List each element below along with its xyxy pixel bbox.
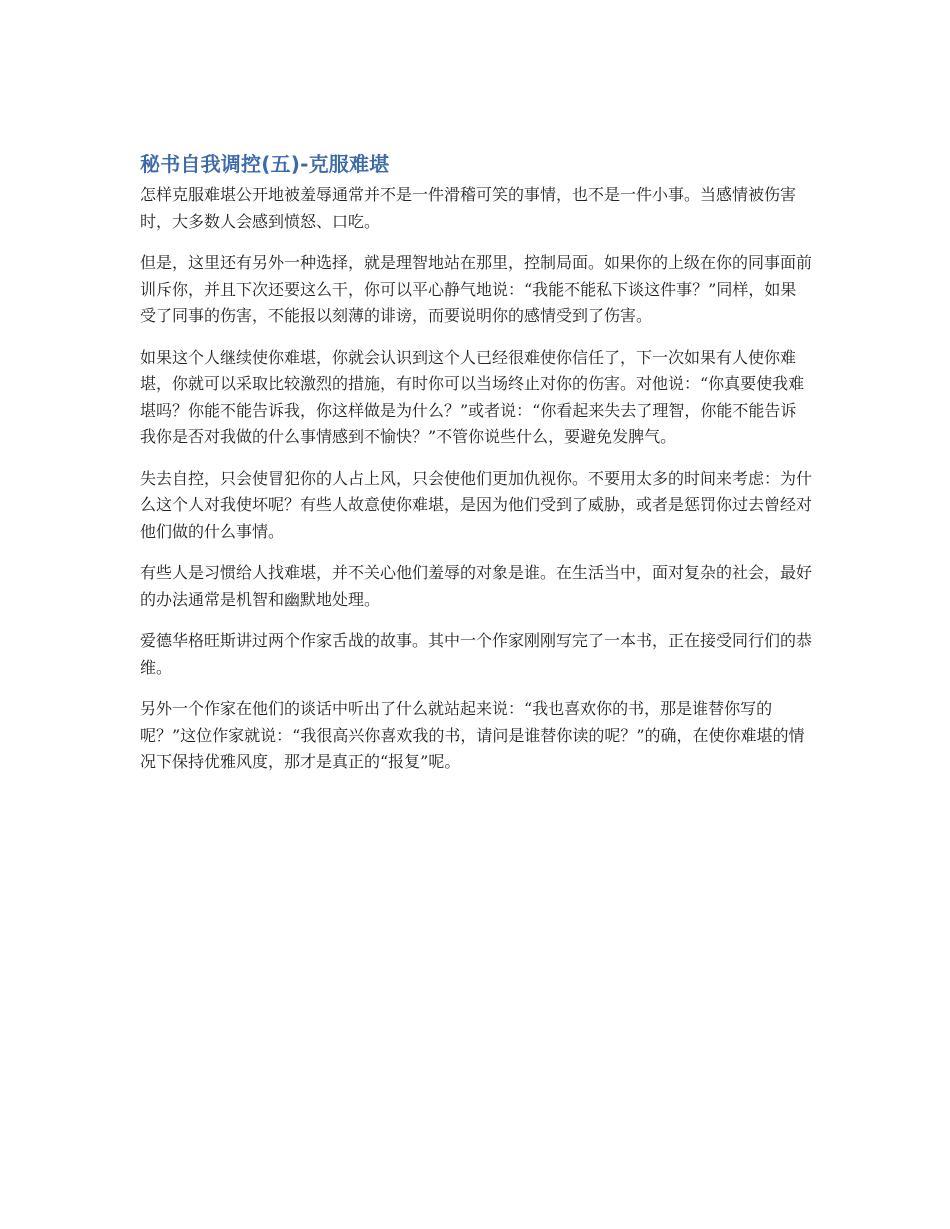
paragraph-7: 另外一个作家在他们的谈话中听出了什么就站起来说：“我也喜欢你的书，那是谁替你写的呢？”这位作家就说：“我很高兴你喜欢我的书，请问是谁替你读的呢？”的确，在使你难堪的情况下保持优雅风度，那才是真正的“报复”呢。	[140, 699, 805, 771]
paragraph-5: 有些人是习惯给人找难堪，并不关心他们羞辱的对象是谁。在生活当中，面对复杂的社会，最好的办法通常是机智和幽默地处理。	[140, 563, 813, 609]
paragraph-6: 爱德华格旺斯讲过两个作家舌战的故事。其中一个作家刚刚写完了一本书，正在接受同行们的恭维。	[140, 631, 813, 677]
paragraph-1: 怎样克服难堪公开地被羞辱通常并不是一件滑稽可笑的事情，也不是一件小事。当感情被伤害时，大多数人会感到愤怒、口吃。	[140, 185, 797, 231]
document-page	[140, 150, 812, 791]
paragraph-3: 如果这个人继续使你难堪，你就会认识到这个人已经很难使你信任了，下一次如果有人使你难堪，你就可以采取比较激烈的措施，有时你可以当场终止对你的伤害。对他说：“你真要使我难堪吗？你能不能告诉我，你这样做是为什么？”或者说：“你看起来失去了理智，你能不能告诉我你是否对我做的什么事情感到不愉快？”不管你说些什么，要避免发脾气。	[140, 347, 805, 446]
paragraph-2: 但是，这里还有另外一种选择，就是理智地站在那里，控制局面。如果你的上级在你的同事面前训斥你，并且下次还要这么干，你可以平心静气地说：“我能不能私下谈这件事？”同样，如果受了同事的伤害，不能报以刻薄的诽谤，而要说明你的感情受到了伤害。	[140, 253, 813, 325]
document-title: 秘书自我调控(五)-克服难堪	[140, 152, 390, 176]
paragraph-4: 失去自控，只会使冒犯你的人占上风，只会使他们更加仇视你。不要用太多的时间来考虑：为什么这个人对我使坏呢？有些人故意使你难堪，是因为他们受到了威胁，或者是惩罚你过去曾经对他们做的什么事情。	[140, 468, 813, 541]
